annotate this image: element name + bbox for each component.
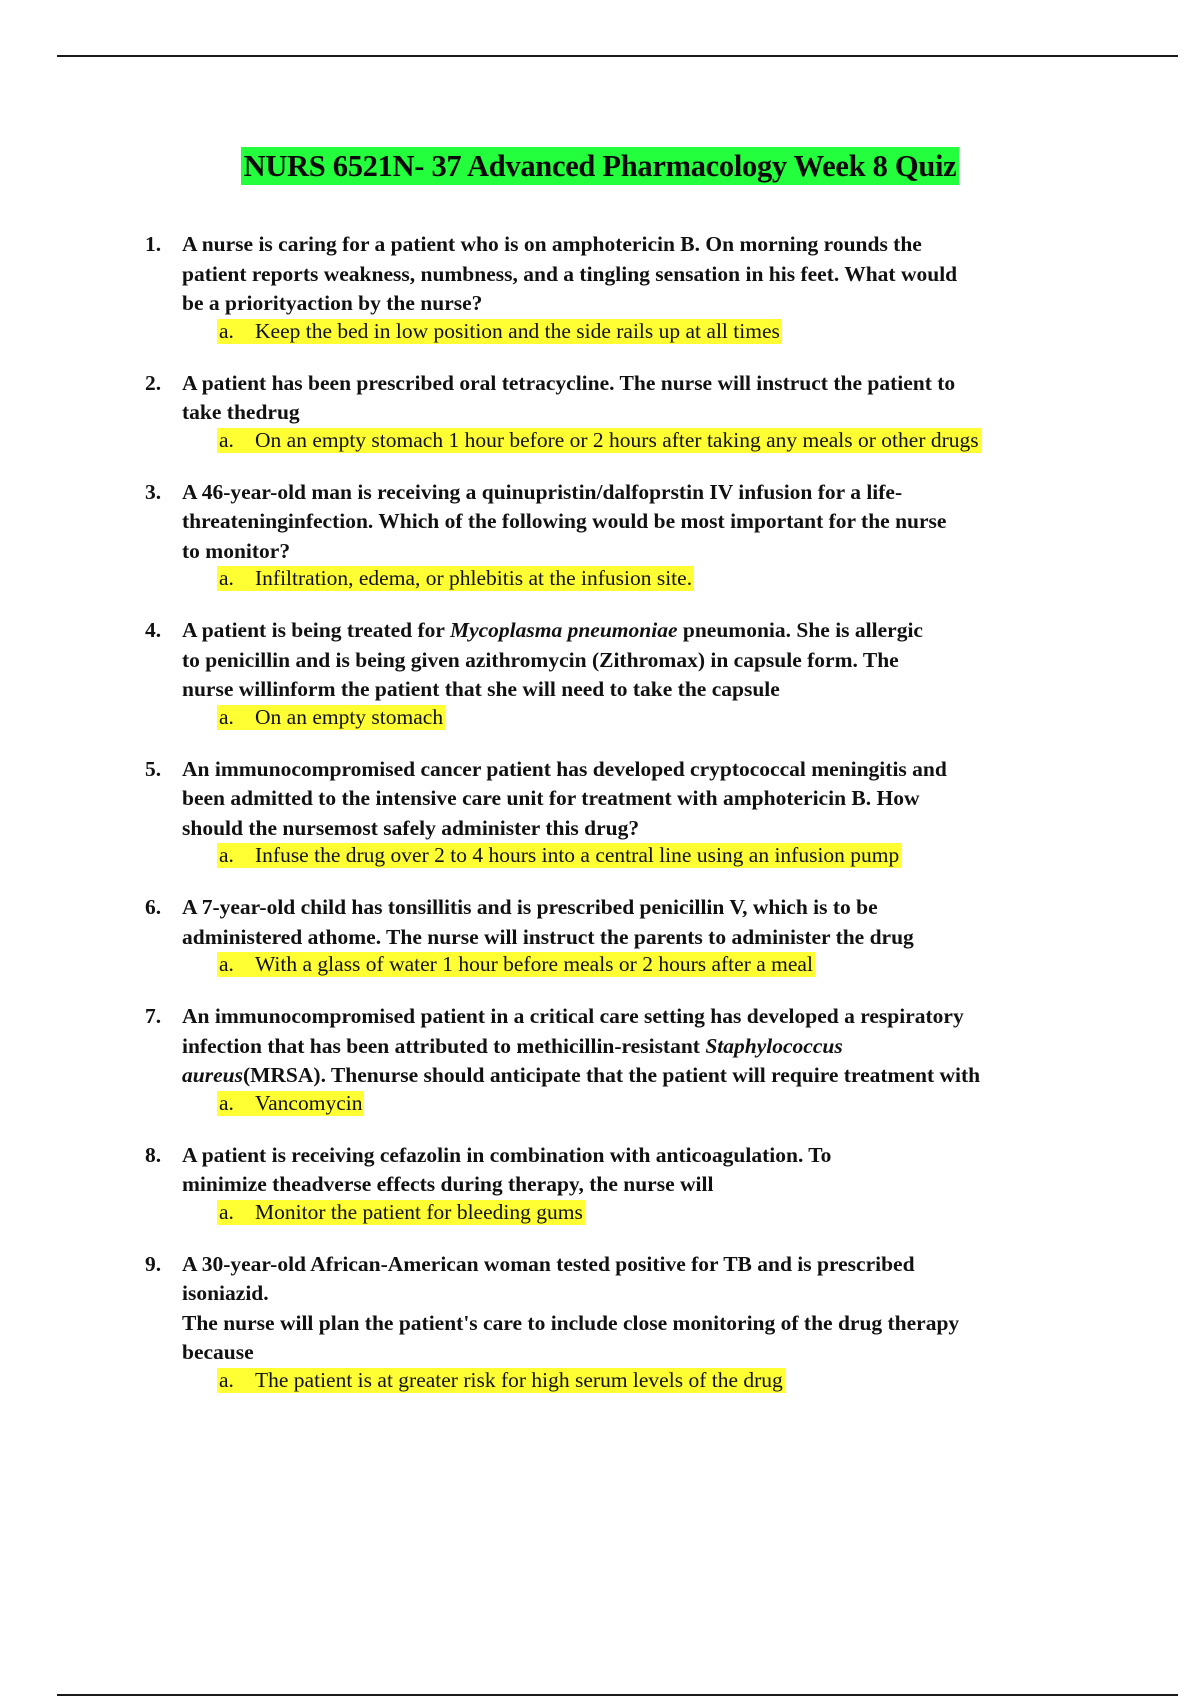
question-number: 5. <box>145 756 162 781</box>
answer-row <box>217 1090 1200 1116</box>
question-number: 8. <box>145 1142 162 1167</box>
answer-highlight <box>217 1091 364 1116</box>
question-line: should the nursemost safely administer this drug? <box>182 815 640 840</box>
question-line: to penicillin and is being given azithromycin (Zithromax) in capsule form. The <box>182 647 899 672</box>
question-line: An immunocompromised patient in a critical care setting has developed a respiratory <box>182 1004 964 1028</box>
bottom-rule <box>57 1694 1178 1696</box>
question-item <box>0 369 1200 453</box>
question-number: 6. <box>145 895 162 919</box>
answer-highlight <box>217 1368 785 1393</box>
answer-text: With a glass of water 1 hour before meals or 2 hours after a meal <box>255 952 813 976</box>
question-list <box>0 230 1200 1418</box>
organism-name: aureus <box>182 1063 243 1087</box>
question-text <box>182 1141 1082 1200</box>
answer-text: On an empty stomach 1 hour before or 2 hours after taking any meals or other drugs <box>255 427 979 452</box>
answer-row <box>217 318 1200 344</box>
question-text <box>182 1002 1082 1091</box>
top-rule <box>57 55 1178 57</box>
answer-row <box>217 842 1200 868</box>
question-line: patient reports weakness, numbness, and a tingling sensation in his feet. What would <box>182 261 958 286</box>
question-item <box>0 1141 1200 1225</box>
question-item <box>0 230 1200 344</box>
question-number: 9. <box>145 1251 162 1276</box>
question-text <box>182 755 1082 844</box>
question-line: administered athome. The nurse will instruct the parents to administer the drug <box>182 924 914 949</box>
question-number: 4. <box>145 618 162 642</box>
answer-text: On an empty stomach <box>255 704 444 729</box>
organism-name: Staphylococcus <box>705 1033 843 1058</box>
question-number: 1. <box>145 232 162 256</box>
question-text <box>182 1250 1082 1368</box>
question-text <box>182 616 1082 705</box>
question-line: A 30-year-old African-American woman tested positive for TB and is prescribed <box>182 1251 915 1276</box>
answer-letter: a. <box>219 427 234 452</box>
question-line: be a priorityaction by the nurse? <box>182 291 483 315</box>
answer-highlight <box>217 319 782 344</box>
question-line <box>182 1061 1082 1091</box>
question-text <box>182 369 1082 428</box>
question-text-segment: (MRSA). Thenurse should anticipate that the patient will require treatment with <box>242 1063 981 1087</box>
answer-highlight <box>217 705 445 730</box>
question-line: threateninginfection. Which of the following would be most important for the nurse <box>182 509 947 533</box>
question-number: 7. <box>145 1004 162 1028</box>
page-title: NURS 6521N- 37 Advanced Pharmacology Week 8 Quiz <box>241 147 960 185</box>
question-text <box>182 230 1082 319</box>
question-number: 3. <box>145 479 162 504</box>
question-item <box>0 755 1200 869</box>
answer-row <box>217 704 1200 730</box>
answer-text: Infuse the drug over 2 to 4 hours into a central line using an infusion pump <box>255 843 900 867</box>
question-text-segment: infection that has been attributed to methicillin-resistant <box>182 1033 706 1058</box>
answer-letter: a. <box>219 704 234 729</box>
question-line <box>182 616 1082 646</box>
answer-text: Monitor the patient for bleeding gums <box>255 1199 583 1224</box>
answer-highlight <box>217 1200 585 1225</box>
answer-text: Vancomycin <box>255 1090 363 1115</box>
question-line: to monitor? <box>182 538 291 563</box>
answer-text: The patient is at greater risk for high serum levels of the drug <box>255 1367 783 1392</box>
question-item <box>0 478 1200 592</box>
answer-highlight <box>217 843 901 868</box>
question-line: A nurse is caring for a patient who is on amphotericin B. On morning rounds the <box>182 232 922 256</box>
answer-row <box>217 1199 1200 1225</box>
question-line: because <box>182 1340 254 1364</box>
question-text-segment: A patient is being treated for <box>182 618 450 642</box>
question-item <box>0 616 1200 730</box>
question-line: An immunocompromised cancer patient has developed cryptococcal meningitis and <box>182 756 947 781</box>
question-text <box>182 478 1082 567</box>
question-line: minimize theadverse effects during therapy, the nurse will <box>182 1172 714 1196</box>
answer-highlight <box>217 428 981 453</box>
title-container <box>0 147 1200 185</box>
answer-text: Keep the bed in low position and the side rails up at all times <box>255 318 780 343</box>
question-line: A 7-year-old child has tonsillitis and is prescribed penicillin V, which is to be <box>182 895 878 919</box>
answer-row <box>217 1367 1200 1393</box>
question-item <box>0 1250 1200 1393</box>
answer-row <box>217 427 1200 453</box>
question-text-segment: pneumonia. She is allergic <box>677 618 923 642</box>
answer-letter: a. <box>219 318 234 343</box>
answer-letter: a. <box>219 1090 234 1115</box>
question-number: 2. <box>145 370 162 395</box>
question-line: A patient has been prescribed oral tetracycline. The nurse will instruct the patient to <box>182 370 956 395</box>
answer-letter: a. <box>219 952 234 976</box>
question-line: take thedrug <box>182 400 300 424</box>
answer-letter: a. <box>219 566 234 590</box>
question-text <box>182 893 1082 952</box>
question-line: nurse willinform the patient that she will need to take the capsule <box>182 677 780 701</box>
answer-letter: a. <box>219 843 234 867</box>
answer-row <box>217 951 1200 977</box>
question-item <box>0 1002 1200 1116</box>
question-line <box>182 1032 1082 1062</box>
question-line: A patient is receiving cefazolin in combination with anticoagulation. To <box>182 1142 832 1167</box>
answer-text: Infiltration, edema, or phlebitis at the infusion site. <box>255 566 693 590</box>
organism-name: Mycoplasma pneumoniae <box>449 618 678 642</box>
question-line: A 46-year-old man is receiving a quinupristin/dalfoprstin IV infusion for a life- <box>182 479 903 504</box>
answer-letter: a. <box>219 1199 234 1224</box>
answer-row <box>217 565 1200 591</box>
question-line: isoniazid. <box>182 1281 269 1305</box>
answer-highlight <box>217 566 694 591</box>
answer-letter: a. <box>219 1367 234 1392</box>
question-line: The nurse will plan the patient's care to include close monitoring of the drug therapy <box>182 1310 960 1335</box>
question-line: been admitted to the intensive care unit for treatment with amphotericin B. How <box>182 786 920 810</box>
question-item <box>0 893 1200 977</box>
answer-highlight <box>217 952 815 977</box>
